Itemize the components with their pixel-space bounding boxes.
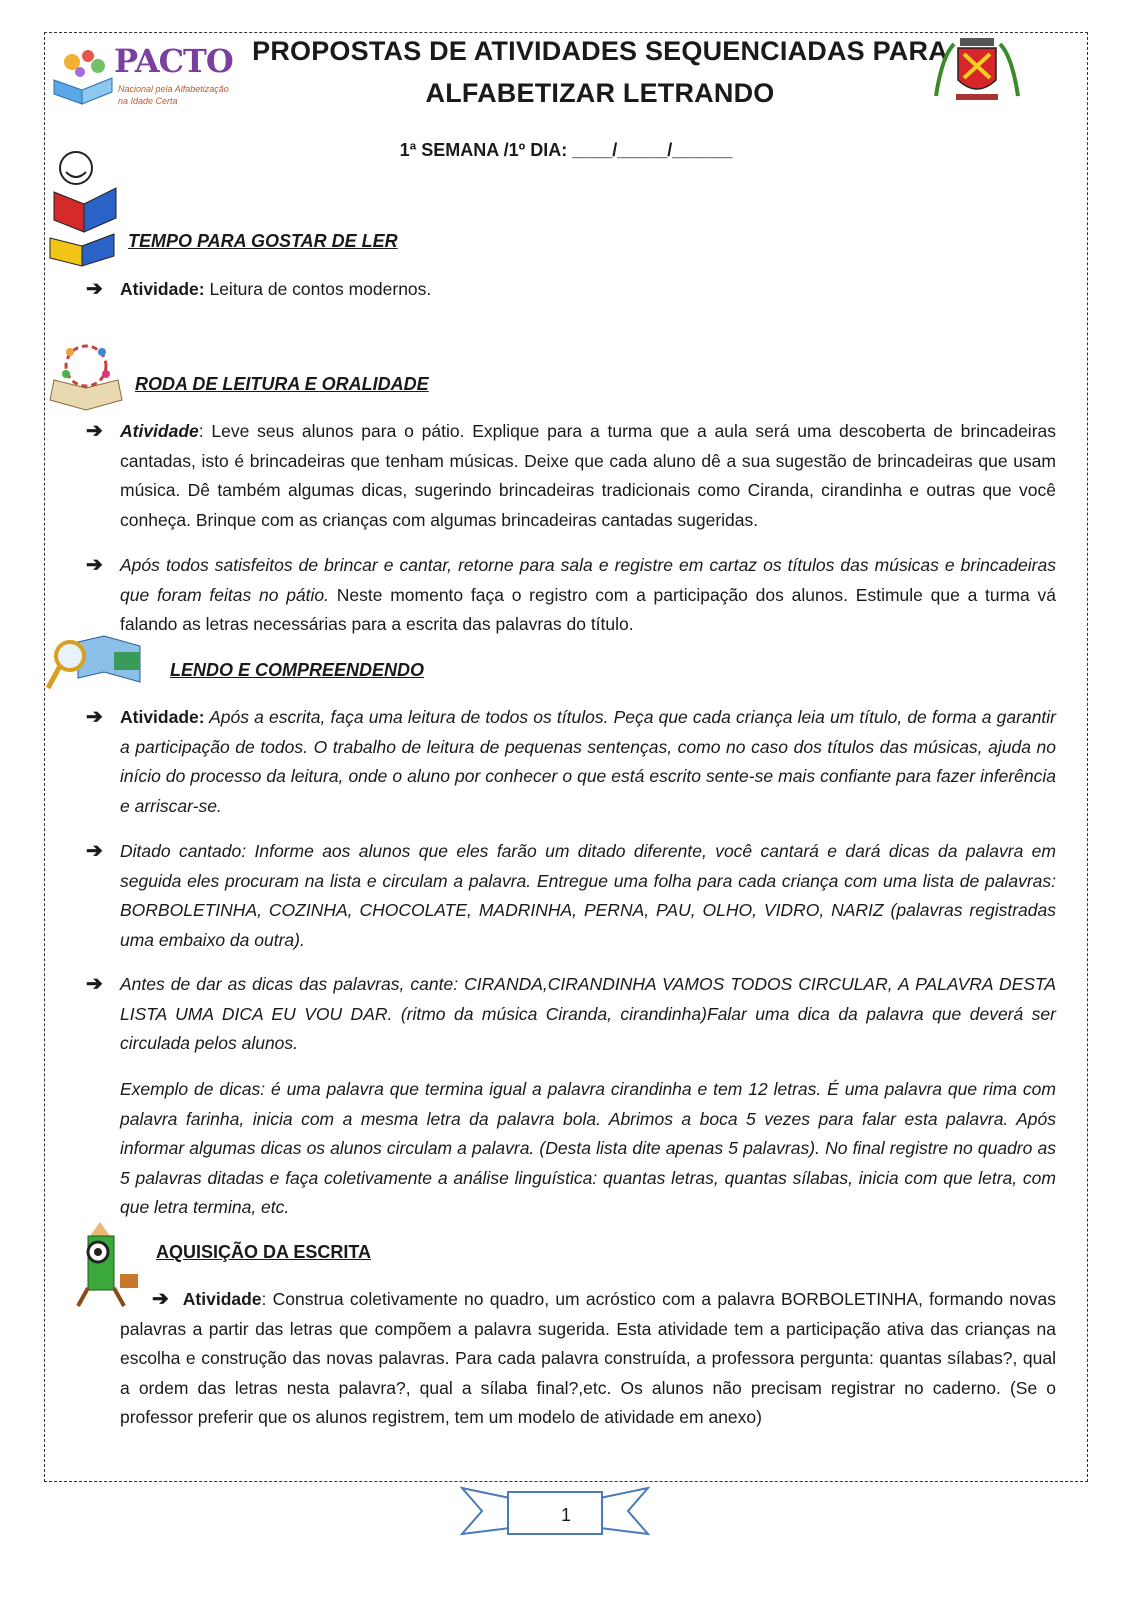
arrow-icon: ➔ (86, 554, 103, 576)
paragraph-s3-2: ➔ Ditado cantado: Informe aos alunos que eles farão um ditado diferente, você cantará e dará dicas da palavra em seguida eles procuram na lista e circulam a palavra. Entregue uma folha para cada criança com uma lista de palavras: BORBOLETINHA, COZINHA, CHOCOLATE, MADRINHA, PERNA, PAU, OLHO, VIDRO, NARIZ (palavras registradas uma embaixo da outra). (120, 837, 1056, 955)
arrow-icon: ➔ (86, 278, 103, 300)
arrow-icon: ➔ (86, 973, 103, 995)
arrow-icon: ➔ (86, 420, 103, 442)
paragraph-s3-4: Exemplo de dicas: é uma palavra que termina igual a palavra cirandinha e tem 12 letras. É uma palavra que rima com palavra farinha, inicia com a mesma letra da palavra bola. Abrimos a boca 5 vezes para falar esta palavra. Após informar algumas dicas os alunos circulam a palavra. (Desta lista dite apenas 5 palavras). No final registre no quadro as 5 palavras ditadas e faça coletivamente a análise linguística: quantas letras, quantas sílabas, inicia com que letra, com que letra termina, etc. (120, 1079, 1056, 1217)
pacto-logo-sub1: Nacional pela Alfabetização (118, 84, 229, 94)
arrow-icon: ➔ (86, 840, 103, 862)
section-heading-roda: RODA DE LEITURA E ORALIDADE (135, 374, 429, 394)
paragraph-s3-1: ➔ Atividade: Após a escrita, faça uma leitura de todos os títulos. Peça que cada criança leia um título, de forma a garantir a participação de todos. O trabalho de leitura de pequenas sentenças, como no caso dos títulos das músicas, ajuda no início do processo da leitura, onde o aluno por conhecer o que está escrito sente-se mais confiante para fazer inferência e arriscar-se. (120, 703, 1056, 821)
paragraph-s2-1: ➔ Atividade: Leve seus alunos para o pátio. Explique para a turma que a aula será uma descoberta de brincadeiras cantadas, isto é brincadeiras que tenham músicas. Deixe que cada aluno dê a sua sugestão de brincadeiras que usam música. Dê também algumas dicas, sugerindo brincadeiras tradicionais como Ciranda, cirandinha e outras que você conheça. Brinque com as crianças com algumas brincadeiras cantadas sugeridas. (120, 417, 1056, 535)
paragraph-s4-1: ➔ Atividade: Construa coletivamente no quadro, um acróstico com a palavra BORBOLETINHA, formando novas palavras a partir das letras que compõem a palavra sugerida. Esta atividade tem a participação ativa das crianças na escolha e construção das novas palavras. Para cada palavra construída, a professora pergunta: quantas sílabas?, qual a ordem das letras nesta palavra?, qual a sílaba final?,etc. Os alunos não precisam registrar no caderno. (Se o professor preferir que os alunos registrem, tem um modelo de atividade em anexo) (120, 1288, 1056, 1427)
page-number: 1 (560, 1505, 571, 1525)
pacto-logo-name: PACTO (114, 42, 233, 80)
pacto-logo-sub2: na Idade Certa (118, 96, 178, 106)
children-circle-book-icon (48, 340, 124, 412)
week-day-line: 1ª SEMANA /1º DIA: ____/_____/______ (399, 140, 733, 160)
section-heading-lendo: LENDO E COMPREENDENDO (170, 660, 425, 680)
arrow-icon: ➔ (86, 706, 103, 728)
section-heading-tempo: TEMPO PARA GOSTAR DE LER (128, 231, 398, 251)
doc-title-line2: ALFABETIZAR LETRANDO (425, 78, 775, 108)
pacto-logo (50, 44, 250, 114)
coat-of-arms-logo (932, 36, 1022, 106)
section-heading-aquisicao: AQUISIÇÃO DA ESCRITA (156, 1242, 372, 1262)
paragraph-s3-3: ➔ Antes de dar as dicas das palavras, cante: CIRANDA,CIRANDINHA VAMOS TODOS CIRCULAR, A PALAVRA DESTA LISTA UMA DICA EU VOU DAR. (ritmo da música Ciranda, cirandinha)Falar uma dica da palavra que deverá ser circulada pelos alunos. (120, 970, 1056, 1059)
paragraph-s1-1: ➔ Atividade: Leitura de contos modernos. (120, 275, 1056, 305)
open-book-icon (50, 44, 120, 108)
magnifier-book-icon (44, 632, 144, 694)
paragraph-s2-2: ➔ Após todos satisfeitos de brincar e cantar, retorne para sala e registre em cartaz os títulos das músicas e brincadeiras que foram feitas no pátio. Neste momento faça o registro com a participação dos alunos. Estimule que a turma vá falando as letras necessárias para a escrita das palavras do título. (120, 551, 1056, 640)
doc-title-line1: PROPOSTAS DE ATIVIDADES SEQUENCIADAS PARA (252, 36, 948, 66)
arrow-icon: ➔ (152, 1288, 169, 1310)
books-smiley-icon (44, 148, 124, 268)
